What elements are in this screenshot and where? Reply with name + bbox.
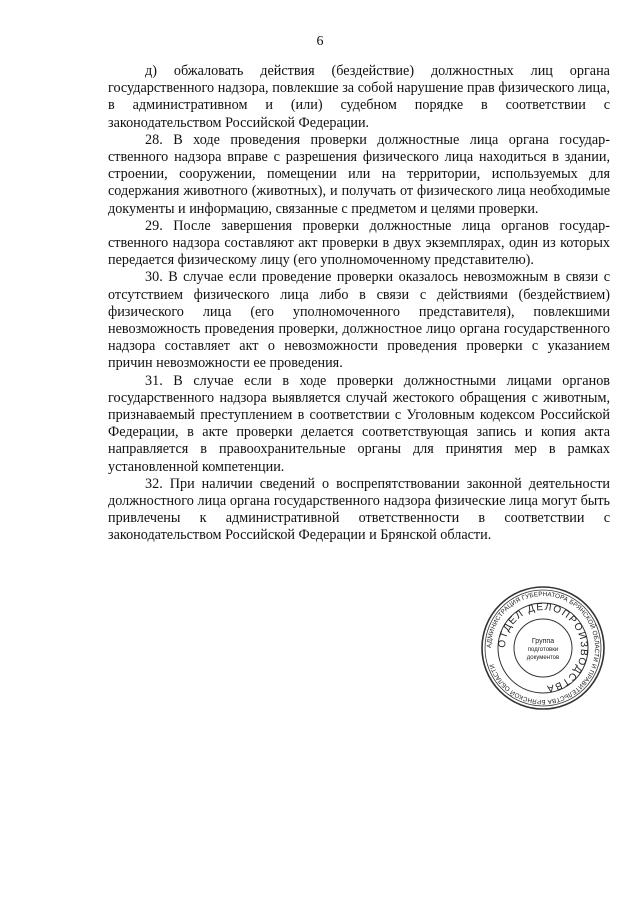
- page-number: 6: [316, 34, 324, 49]
- stamp-center-line-1: Группа: [531, 638, 555, 645]
- paragraph-28: 28. В ходе проведения проверки должностные лица органа государственного надзора вправе с разрешения физического лица находиться в здании, строении, сооружении, помещении или на территории, используемых для содержания животного (животных), и получать от физического лица необходимые документы и информацию, связанные с предметом и целями проверки.: [108, 131, 610, 217]
- paragraph-29: 29. После завершения проверки должностные лица органов государственного надзора составляют акт проверки в двух экземплярах, один из которых передается физическому лицу (его уполномоченному представителю).: [108, 217, 610, 269]
- document-body: [108, 63, 610, 545]
- stamp-inner-text: ОТДЕЛ ДЕЛОПРОИЗВОДСТВА: [496, 601, 590, 695]
- paragraph-32: 32. При наличии сведений о воспрепятствовании законной деятельности должностного лица органа государственного надзора физические лица могут быть привлечены к административной ответственности в соответствии с законодательством Российской Федерации и Брянской области.: [108, 475, 610, 544]
- paragraph-30: 30. В случае если проведение проверки оказалось невозможным в связи с отсутствием физического лица либо в связи с действиями (бездействием) физического лица (его уполномоченного представителя), повлекшими невозможность проведения проверки, должностное лицо органа государственного надзора составляет акт о невозможности проведения проверки с указанием причин невозможности ее проведения.: [108, 269, 610, 372]
- paragraph-d: д) обжаловать действия (бездействие) должностных лиц органа государственного надзора, повлекшие за собой нарушение прав физического лица, в административном и (или) судебном порядке в соответствии с законодательством Российской Федерации.: [108, 63, 610, 131]
- stamp-center-line-3: документов: [526, 655, 560, 661]
- stamp-center-line-2: подготовки: [527, 647, 559, 653]
- paragraph-31: 31. В случае если в ходе проверки должностными лицами органов государственного надзора выявляется случай жестокого обращения с животным, признаваемый преступлением в соответствии с Уголовным кодексом Российской Федерации, в акте проверки делается соответствующая запись и копия акта направляется в правоохранительные органы для принятия мер в рамках установленной компетенции.: [108, 372, 610, 475]
- stamp-outer-text: АДМИНИСТРАЦИЯ ГУБЕРНАТОРА БРЯНСКОЙ ОБЛАСТИ И ПРАВИТЕЛЬСТВА БРЯНСКОЙ ОБЛАСТИ: [485, 590, 601, 706]
- official-stamp: [480, 585, 606, 711]
